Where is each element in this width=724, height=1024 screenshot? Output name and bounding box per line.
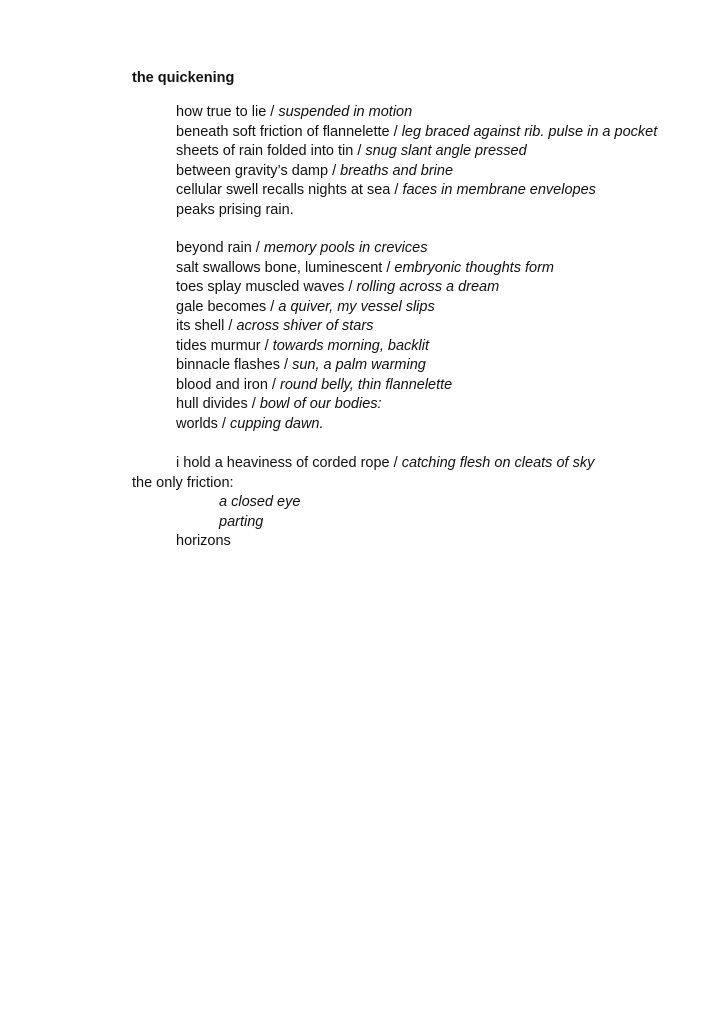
- line-roman-text: beneath soft friction of flannelette /: [176, 123, 402, 140]
- line-roman-text: beyond rain /: [176, 240, 264, 256]
- line-italic-text: snug slant angle pressed: [365, 143, 527, 159]
- line-italic-text: leg braced against rib. pulse in a pocket: [401, 123, 658, 140]
- line-roman-text: its shell /: [176, 318, 237, 334]
- line-roman-text: horizons: [176, 533, 231, 549]
- line-italic-text: breaths and brine: [340, 162, 454, 179]
- line-roman-text: the only friction:: [132, 474, 234, 491]
- line-italic-text: towards morning, backlit: [272, 337, 430, 354]
- line-roman-text: how true to lie /: [176, 104, 279, 120]
- line-italic-text: sun, a palm warming: [292, 357, 426, 373]
- line-italic-text: parting: [219, 513, 264, 530]
- poem-line: [0, 201, 724, 221]
- poem-line: [0, 532, 724, 552]
- poem-line: [0, 513, 724, 533]
- line-italic-text: round belly, thin flannelette: [280, 376, 453, 393]
- poem-line: [0, 298, 724, 318]
- poem-line: [0, 278, 724, 298]
- line-italic-text: rolling across a dream: [356, 279, 500, 295]
- poem-line: [0, 317, 724, 337]
- line-italic-text: faces in membrane envelopes: [402, 182, 596, 198]
- line-italic-text: cupping dawn.: [230, 415, 324, 432]
- line-italic-text: a closed eye: [219, 494, 301, 510]
- stanza-2: [0, 239, 724, 434]
- line-italic-text: memory pools in crevices: [263, 240, 428, 256]
- line-italic-text: catching flesh on cleats of sky: [401, 455, 595, 471]
- poem-line: [0, 454, 724, 474]
- line-roman-text: binnacle flashes /: [176, 357, 293, 373]
- poem-line: [0, 103, 724, 123]
- poem-line: [0, 376, 724, 396]
- line-roman-text: blood and iron /: [176, 376, 280, 393]
- poem-line: [0, 337, 724, 357]
- poem-line: [0, 395, 724, 415]
- poem-line: [0, 356, 724, 376]
- poem-line: [0, 123, 724, 143]
- poem-line: [0, 493, 724, 513]
- line-roman-text: i hold a heaviness of corded rope /: [176, 455, 402, 471]
- poem-line: [0, 181, 724, 201]
- poem-line: [0, 259, 724, 279]
- poem-line: [0, 415, 724, 435]
- line-roman-text: cellular swell recalls nights at sea /: [176, 182, 403, 198]
- line-italic-text: a quiver, my vessel slips: [278, 298, 435, 315]
- line-roman-text: worlds /: [176, 415, 230, 432]
- poem-line: [0, 239, 724, 259]
- line-roman-text: sheets of rain folded into tin /: [176, 143, 366, 159]
- line-italic-text: suspended in motion: [278, 104, 413, 120]
- line-roman-text: tides murmur /: [176, 337, 273, 354]
- stanza-3: [0, 454, 724, 552]
- line-italic-text: across shiver of stars: [236, 318, 374, 334]
- line-italic-text: embryonic thoughts form: [394, 259, 554, 276]
- line-roman-text: salt swallows bone, luminescent /: [176, 259, 395, 276]
- stanza-1: [0, 103, 724, 220]
- line-roman-text: toes splay muscled waves /: [176, 279, 357, 295]
- poem-line: [0, 142, 724, 162]
- poem-line: [0, 474, 724, 494]
- line-italic-text: bowl of our bodies:: [259, 396, 382, 412]
- line-roman-text: peaks prising rain.: [176, 201, 294, 218]
- line-roman-text: gale becomes /: [176, 298, 279, 315]
- poem-title: the quickening: [132, 70, 235, 86]
- poem-line: [0, 162, 724, 182]
- line-roman-text: between gravity’s damp /: [176, 162, 341, 179]
- line-roman-text: hull divides /: [176, 396, 260, 412]
